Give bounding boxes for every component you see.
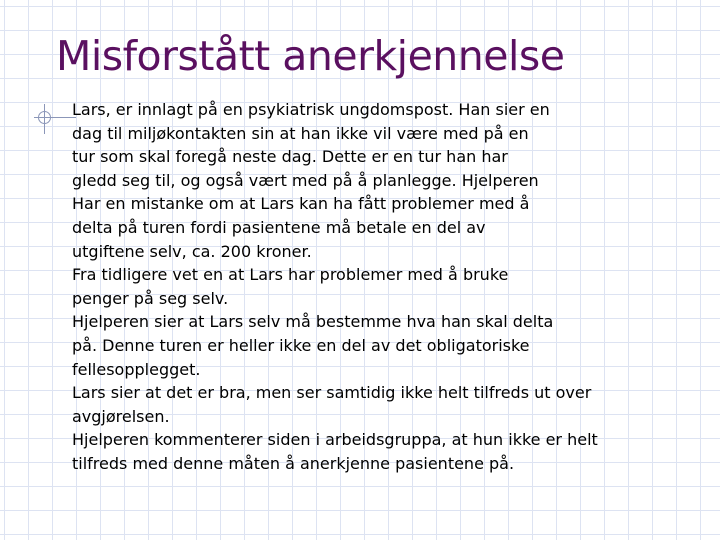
text-line: gledd seg til, og også vært med på å planlegge. Hjelperen [72, 170, 539, 190]
text-line: delta på turen fordi pasientene må betale en del av [72, 217, 486, 237]
text-line: Fra tidligere vet en at Lars har problemer med å bruke [72, 265, 509, 285]
slide-title: Misforstått anerkjennelse [56, 32, 565, 80]
text-line: tilfreds med denne måten å anerkjenne pasientene på. [72, 453, 515, 473]
text-line: fellesopplegget. [72, 359, 201, 379]
text-line: tur som skal foregå neste dag. Dette er en tur han har [72, 147, 508, 167]
text-line: penger på seg selv. [72, 288, 229, 308]
text-line: dag til miljøkontakten sin at han ikke vil være med på en [72, 123, 529, 143]
text-line: utgiftene selv, ca. 200 kroner. [72, 241, 312, 261]
decorative-circle-icon [38, 111, 51, 124]
text-line: Lars, er innlagt på en psykiatrisk ungdomspost. Han sier en [72, 100, 550, 119]
text-line: Lars sier at det er bra, men ser samtidig ikke helt tilfreds ut over [72, 383, 592, 403]
text-line: på. Denne turen er heller ikke en del av det obligatoriske [72, 335, 530, 355]
text-line: Har en mistanke om at Lars kan ha fått problemer med å [72, 194, 530, 214]
text-line: Hjelperen kommenterer siden i arbeidsgruppa, at hun ikke er helt [72, 430, 598, 450]
slide-body-text [72, 98, 702, 476]
text-line: Hjelperen sier at Lars selv må bestemme hva han skal delta [72, 312, 554, 332]
text-line: avgjørelsen. [72, 406, 170, 426]
